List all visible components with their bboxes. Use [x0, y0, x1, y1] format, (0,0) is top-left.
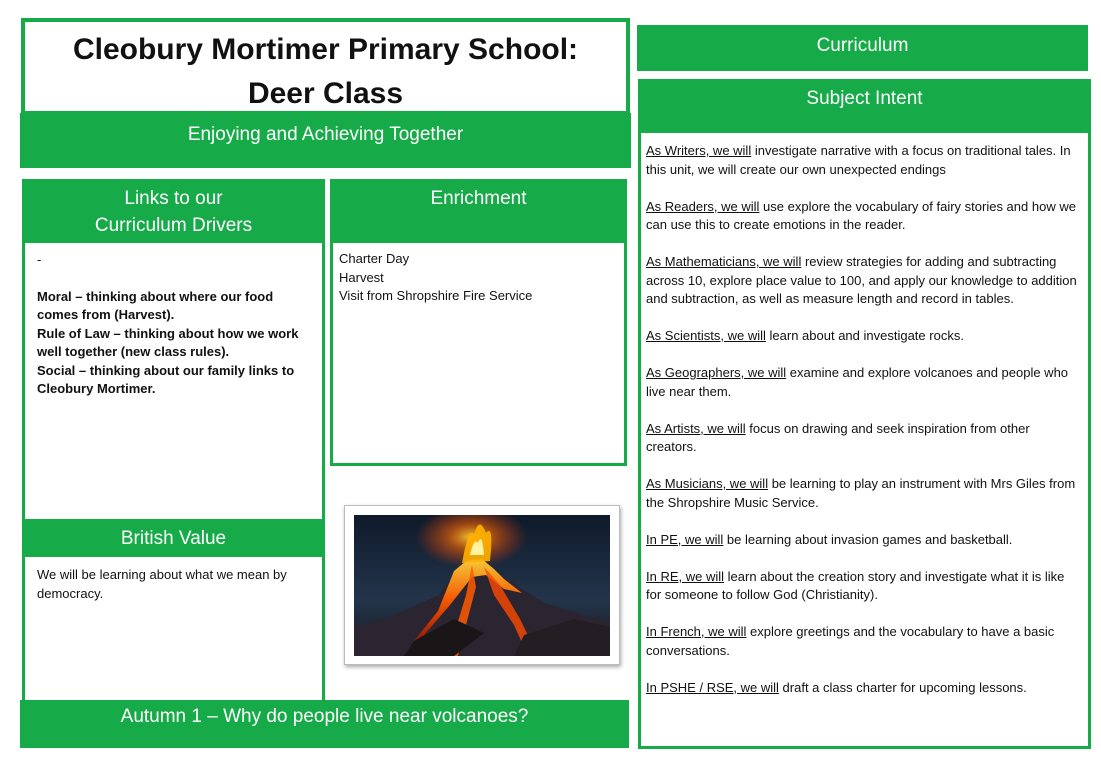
subject-intent-lead: In RE, we will	[646, 568, 725, 584]
driver-moral: Moral – thinking about where our food comes from (Harvest).	[37, 288, 274, 322]
topic-banner	[20, 700, 629, 748]
links-heading-line2: Curriculum Drivers	[94, 215, 253, 236]
subject-intent-text: use explore the vocabulary of fairy stories and how we can use this to create emotions in the reader.	[646, 198, 1076, 232]
subject-intent-text: be learning to play an instrument with Mrs Giles from the Shropshire Music Service.	[646, 476, 1076, 510]
title-box	[21, 18, 630, 115]
british-value-title: British Value	[120, 528, 227, 549]
subject-intent-text: review strategies for adding and subtracting across 10, explore place value to 100, and apply our knowledge to addition and subtraction, as well as measure length and record in tables.	[646, 254, 1077, 306]
british-value-heading	[22, 519, 325, 559]
subject-intent-lead: In French, we will	[646, 624, 747, 639]
subject-intent-item	[646, 198, 1083, 235]
enrichment-item: Visit from Shropshire Fire Service	[339, 288, 533, 303]
subject-intent-item	[646, 475, 1083, 512]
curriculum-title: Curriculum	[816, 35, 909, 56]
school-title-line2: Deer Class	[247, 77, 404, 110]
enrichment-item: Harvest	[339, 269, 384, 285]
enrichment-heading	[330, 179, 627, 245]
british-value-text: We will be learning about what we mean by democracy.	[37, 567, 287, 601]
subject-intent-lead: As Mathematicians, we will	[646, 254, 802, 269]
subject-intent-item	[646, 679, 1083, 698]
topic-text: Autumn 1 – Why do people live near volcanoes?	[120, 706, 529, 727]
subject-intent-text: explore greetings and the vocabulary to have a basic conversations.	[646, 624, 1055, 658]
subject-intent-lead: As Scientists, we will	[646, 328, 766, 343]
links-panel	[22, 243, 325, 522]
motto-text: Enjoying and Achieving Together	[187, 124, 464, 145]
subject-intent-text: be learning about invasion games and basketball.	[723, 531, 1013, 547]
subject-intent-heading	[638, 79, 1091, 135]
subject-intent-text: learn about the creation story and investigate what it is like for someone to follow God (Christianity).	[646, 568, 1065, 602]
driver-social: Social – thinking about our family links to Cleobury Mortimer.	[37, 362, 295, 396]
subject-intent-text: investigate narrative with a focus on traditional tales. In this unit, we will create our own unexpected endings	[646, 143, 1071, 177]
subject-intent-item	[646, 364, 1083, 401]
subject-intent-item	[646, 531, 1083, 550]
subject-intent-item	[646, 623, 1083, 660]
subject-intent-item	[646, 253, 1083, 309]
subject-intent-lead: As Artists, we will	[646, 420, 746, 436]
school-title-line1: Cleobury Mortimer Primary School:	[72, 33, 579, 66]
subject-intent-lead: In PSHE / RSE, we will	[646, 679, 779, 695]
subject-intent-lead: As Readers, we will	[646, 198, 760, 214]
links-heading	[22, 179, 325, 245]
subject-intent-text: examine and explore volcanoes and people who live near them.	[646, 365, 1069, 399]
subject-intent-lead: As Musicians, we will	[646, 476, 769, 491]
subject-intent-item	[646, 142, 1083, 179]
links-heading-line1: Links to our	[124, 188, 223, 209]
subject-intent-text: learn about and investigate rocks.	[765, 328, 964, 343]
motto-banner	[20, 113, 631, 168]
british-value-panel	[22, 557, 325, 703]
driver-rule-of-law: Rule of Law – thinking about how we work well together (new class rules).	[37, 325, 299, 359]
subject-intent-text: draft a class charter for upcoming lessons.	[778, 679, 1027, 695]
subject-intent-lead: In PE, we will	[646, 531, 724, 547]
volcano-photo-frame	[344, 505, 620, 665]
subject-intent-panel	[638, 133, 1091, 749]
subject-intent-item	[646, 420, 1083, 457]
subject-intent-lead: As Geographers, we will	[646, 365, 787, 380]
enrichment-title: Enrichment	[430, 188, 527, 209]
subject-intent-item	[646, 327, 1083, 346]
subject-intent-title: Subject Intent	[806, 88, 923, 109]
curriculum-banner	[637, 25, 1088, 71]
volcano-image	[354, 515, 610, 656]
links-dash: -	[37, 252, 42, 267]
subject-intent-item	[646, 568, 1083, 605]
subject-intent-text: focus on drawing and seek inspiration from other creators.	[646, 420, 1030, 454]
subject-intent-list	[646, 142, 1083, 697]
subject-intent-lead: As Writers, we will	[646, 143, 752, 158]
enrichment-item: Charter Day	[339, 251, 410, 266]
enrichment-panel	[330, 243, 627, 466]
